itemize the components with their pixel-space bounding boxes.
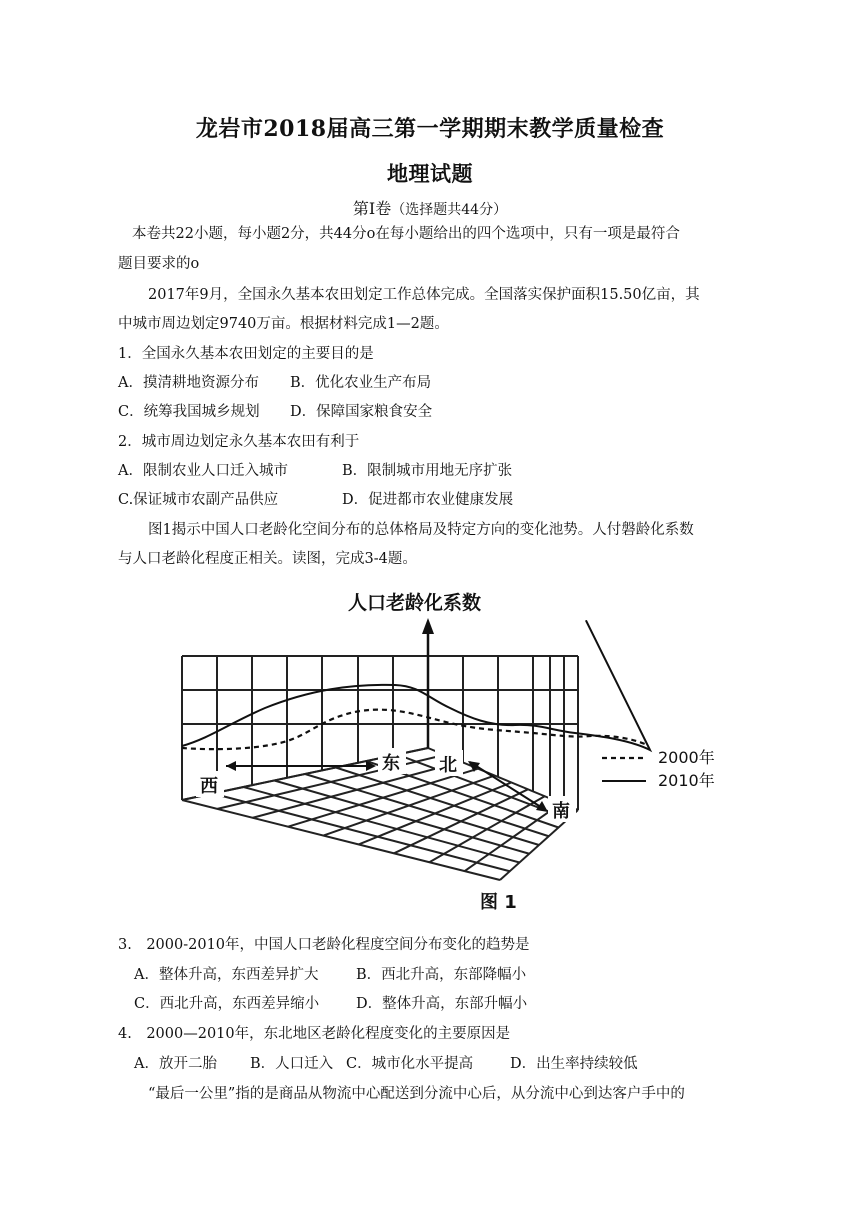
figure-1-aging-coefficient-diagram bbox=[170, 578, 745, 923]
exam-subtitle: 地理试题 bbox=[387, 161, 473, 186]
east-label: 东 bbox=[382, 753, 400, 774]
material2-line-2: 与人口老龄化程度正相关。读图，完成3-4题。 bbox=[118, 551, 417, 567]
floor-grid-line bbox=[182, 800, 500, 880]
section-heading bbox=[0, 196, 860, 219]
vertical-axis-arrowhead bbox=[422, 618, 434, 634]
instructions-line-1: 本卷共22小题，每小题2分，共44分o在每小题给出的四个选项中，只有一项是最符合 bbox=[132, 226, 680, 242]
question-4-option-b: B．人口迁入 bbox=[250, 1056, 334, 1072]
material1-line-1: 2017年9月，全国永久基本农田划定工作总体完成。全国落实保护面积15.50亿亩，其 bbox=[148, 287, 700, 303]
instructions-line-2: 题目要求的o bbox=[118, 256, 200, 272]
axis-label: 人口老龄化系数 bbox=[348, 592, 482, 614]
material2-line-1: 图1揭示中国人口老龄化空间分布的总体格局及特定方向的变化池势。人付磐龄化系数 bbox=[148, 522, 694, 538]
question-3-option-d: D．整体升高，东部升幅小 bbox=[356, 996, 528, 1012]
question-2-stem: 2．城市周边划定永久基本农田有利于 bbox=[118, 434, 360, 450]
material1-line-2: 中城市周边划定9740万亩。根据材料完成1—2题。 bbox=[118, 316, 449, 332]
section-label: 第Ⅰ卷 bbox=[352, 199, 392, 218]
question-3-option-a: A．整体升高，东西差异扩大 bbox=[134, 967, 319, 983]
west-arrowhead bbox=[226, 761, 236, 771]
legend-2010-label: 2010年 bbox=[658, 771, 715, 790]
floor-grid-line bbox=[323, 776, 494, 836]
question-2-option-b: B．限制城市用地无序扩张 bbox=[342, 463, 513, 479]
west-label: 西 bbox=[200, 776, 218, 797]
figure-1-svg bbox=[170, 578, 745, 923]
section-note: （选择题共44分） bbox=[391, 202, 508, 218]
question-4-option-c: C．城市化水平提高 bbox=[346, 1056, 474, 1072]
question-2-option-a: A．限制农业人口迁入城市 bbox=[118, 463, 288, 479]
question-2-option-c: C.保证城市农副产品供应 bbox=[118, 492, 279, 508]
question-1-option-a: A．摸清耕地资源分布 bbox=[118, 375, 259, 391]
question-3-option-c: C．西北升高，东西差异缩小 bbox=[134, 996, 320, 1012]
question-2-option-d: D．促进都市农业健康发展 bbox=[342, 492, 514, 508]
floor-grid-line bbox=[253, 762, 462, 818]
question-1-option-c: C．统筹我国城乡规划 bbox=[118, 404, 260, 420]
figure-caption: 图 1 bbox=[480, 892, 517, 913]
exam-title: 龙岩市2018届高三第一学期期末教学质量检查 bbox=[195, 116, 665, 142]
question-1-stem: 1．全国永久基本农田划定的主要目的是 bbox=[118, 346, 374, 362]
question-1-option-b: B．优化农业生产布局 bbox=[290, 375, 432, 391]
question-4-option-a: A．放开二胎 bbox=[134, 1056, 217, 1072]
question-4-stem: 4. 2000—2010年，东北地区老龄化程度变化的主要原因是 bbox=[118, 1026, 511, 1042]
question-4-option-d: D．出生率持续较低 bbox=[510, 1056, 638, 1072]
floor-grid-line bbox=[359, 782, 512, 844]
south-label: 南 bbox=[552, 801, 570, 822]
legend-2000-label: 2000年 bbox=[658, 748, 715, 767]
north-label: 北 bbox=[439, 755, 457, 776]
question-3-stem: 3. 2000-2010年，中国人口老龄化程度空间分布变化的趋势是 bbox=[118, 937, 530, 953]
question-3-option-b: B．西北升高，东部降幅小 bbox=[356, 967, 527, 983]
question-1-option-d: D．保障国家粮食安全 bbox=[290, 404, 433, 420]
material3-line-1: “最后一公里”指的是商品从物流中心配送到分流中心后，从分流中心到达客户手中的 bbox=[148, 1086, 685, 1102]
